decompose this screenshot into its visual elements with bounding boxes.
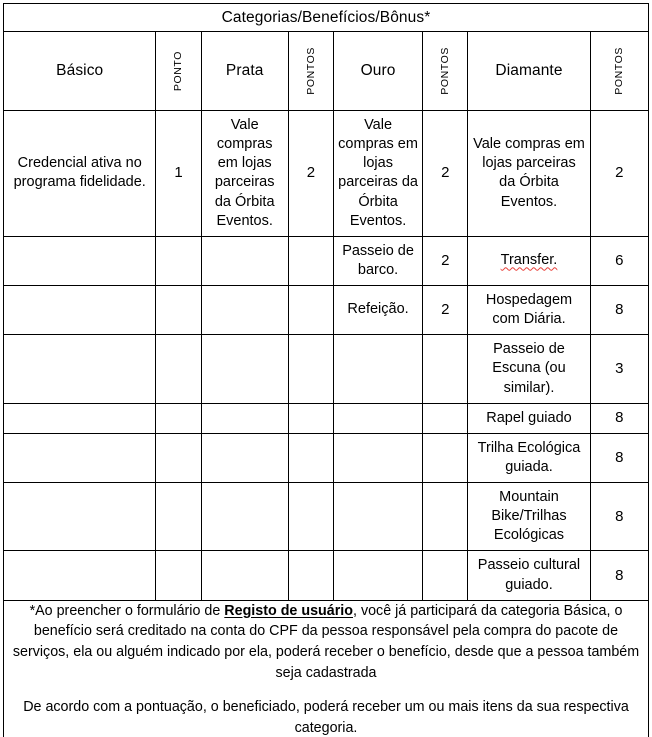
table-footnote-row xyxy=(4,600,649,737)
cell-ouro-text: Vale compras em lojas parceiras da Órbita Eventos. xyxy=(338,117,418,229)
registo-de-usuario-link[interactable]: Registo de usuário xyxy=(224,602,353,619)
cell-pontos-ouro: 2 xyxy=(423,286,468,335)
cell-diamante xyxy=(468,551,590,600)
cell-prata xyxy=(201,403,288,433)
footnote-paragraph-2: De acordo com a pontuação, o beneficiado, poderá receber um ou mais itens da sua respectiva categoria. xyxy=(23,699,629,736)
cell-diamante-text: Rapel guiado xyxy=(486,409,572,426)
cell-pontos-diamante: 3 xyxy=(590,335,648,403)
cell-diamante xyxy=(468,483,590,551)
cell-pontos-diamante: 8 xyxy=(590,483,648,551)
cell-pontos-ouro xyxy=(423,335,468,403)
header-pontos-prata-label: PONTOS xyxy=(304,47,317,95)
cell-pontos-diamante: 8 xyxy=(590,403,648,433)
cell-prata xyxy=(201,551,288,600)
cell-diamante-text: Passeio cultural guiado. xyxy=(477,557,581,593)
table-row xyxy=(4,286,649,335)
cell-pontos-prata: 2 xyxy=(288,111,333,237)
header-pontos-ouro-label: PONTOS xyxy=(439,47,451,95)
cell-pontos-ouro: 2 xyxy=(423,236,468,285)
cell-diamante xyxy=(468,236,590,285)
cell-pontos-diamante: 8 xyxy=(590,286,648,335)
cell-diamante-text: Vale compras em lojas parceiras da Órbita Eventos. xyxy=(473,136,585,210)
cell-pontos-prata xyxy=(288,335,333,403)
cell-prata xyxy=(201,483,288,551)
header-ponto-basico xyxy=(156,32,201,111)
categories-benefits-table xyxy=(3,3,649,737)
cell-diamante-text xyxy=(468,246,589,275)
cell-basico xyxy=(4,433,156,482)
cell-basico xyxy=(4,111,156,237)
cell-diamante xyxy=(468,286,590,335)
cell-pontos-prata xyxy=(288,403,333,433)
cell-pontos-ouro: 2 xyxy=(423,111,468,237)
cell-diamante xyxy=(468,403,590,433)
header-basico: Básico xyxy=(4,32,156,111)
cell-basico xyxy=(4,286,156,335)
cell-prata xyxy=(201,433,288,482)
cell-ponto-basico xyxy=(156,403,201,433)
cell-diamante xyxy=(468,111,590,237)
table-row xyxy=(4,403,649,433)
cell-diamante-text: Trilha Ecológica guiada. xyxy=(477,439,581,475)
cell-ponto-basico xyxy=(156,551,201,600)
cell-prata xyxy=(201,236,288,285)
table-row xyxy=(4,335,649,403)
cell-ponto-basico xyxy=(156,335,201,403)
cell-diamante-text: Mountain Bike/Trilhas Ecológicas xyxy=(491,489,567,544)
cell-ouro xyxy=(333,551,422,600)
header-prata: Prata xyxy=(201,32,288,111)
cell-basico xyxy=(4,483,156,551)
table-header-row xyxy=(4,32,649,111)
cell-pontos-prata xyxy=(288,433,333,482)
cell-diamante-text: Passeio de Escuna (ou similar). xyxy=(492,341,566,396)
cell-pontos-diamante: 8 xyxy=(590,433,648,482)
cell-diamante-text: Hospedagem com Diária. xyxy=(485,292,573,328)
cell-ouro xyxy=(333,335,422,403)
footnote-text-after-link: , você já participará da categoria Básica, o benefício será creditado na conta do CPF da pessoa responsável pela compra do pacote de serviços, ela ou alguém indicado por ela, poderá receber o benefício, desde que a pessoa também seja cadastrada xyxy=(12,602,640,682)
table-row xyxy=(4,551,649,600)
cell-pontos-prata xyxy=(288,236,333,285)
cell-basico xyxy=(4,551,156,600)
header-pontos-diamante xyxy=(590,32,648,111)
footnote-text-before-link: *Ao preencher o formulário de xyxy=(29,602,225,619)
header-pontos-ouro xyxy=(423,32,468,111)
cell-diamante xyxy=(468,335,590,403)
header-ponto-basico-label: PONTO xyxy=(172,50,185,92)
cell-prata xyxy=(201,286,288,335)
cell-diamante xyxy=(468,433,590,482)
cell-pontos-diamante: 6 xyxy=(590,236,648,285)
cell-basico xyxy=(4,403,156,433)
cell-ouro-text: Passeio de barco. xyxy=(342,242,414,278)
footnote-paragraph-1 xyxy=(4,601,648,684)
cell-pontos-ouro xyxy=(423,483,468,551)
cell-prata-text: Vale compras em lojas parceiras da Órbita Eventos. xyxy=(214,117,275,229)
cell-pontos-ouro xyxy=(423,403,468,433)
table-title: Categorias/Benefícios/Bônus* xyxy=(4,4,649,32)
cell-pontos-prata xyxy=(288,286,333,335)
cell-pontos-ouro xyxy=(423,433,468,482)
cell-ouro xyxy=(333,433,422,482)
cell-ponto-basico xyxy=(156,286,201,335)
table-row xyxy=(4,433,649,482)
cell-ponto-basico: 1 xyxy=(156,111,201,237)
cell-ponto-basico xyxy=(156,236,201,285)
header-pontos-diamante-label: PONTOS xyxy=(613,47,626,95)
cell-pontos-diamante: 8 xyxy=(590,551,648,600)
header-ouro: Ouro xyxy=(333,32,422,111)
cell-basico xyxy=(4,236,156,285)
cell-pontos-diamante: 2 xyxy=(590,111,648,237)
cell-prata xyxy=(201,335,288,403)
cell-pontos-prata xyxy=(288,551,333,600)
cell-prata xyxy=(201,111,288,237)
table-row xyxy=(4,111,649,237)
table-row xyxy=(4,236,649,285)
table-title-row xyxy=(4,4,649,32)
cell-ponto-basico xyxy=(156,483,201,551)
cell-ouro xyxy=(333,483,422,551)
cell-ouro xyxy=(333,236,422,285)
cell-pontos-ouro xyxy=(423,551,468,600)
header-pontos-prata xyxy=(288,32,333,111)
cell-ouro xyxy=(333,403,422,433)
footnote xyxy=(4,600,649,737)
footnote-spacer xyxy=(4,684,648,697)
cell-basico xyxy=(4,335,156,403)
cell-pontos-prata xyxy=(288,483,333,551)
cell-ponto-basico xyxy=(156,433,201,482)
table-row xyxy=(4,483,649,551)
cell-ouro xyxy=(333,111,422,237)
cell-ouro xyxy=(333,286,422,335)
misspelled-word: Transfer. xyxy=(500,252,558,269)
header-diamante: Diamante xyxy=(468,32,590,111)
cell-basico-text: Credencial ativa no programa fidelidade. xyxy=(13,155,146,191)
cell-ouro-text: Refeição. xyxy=(347,301,409,318)
